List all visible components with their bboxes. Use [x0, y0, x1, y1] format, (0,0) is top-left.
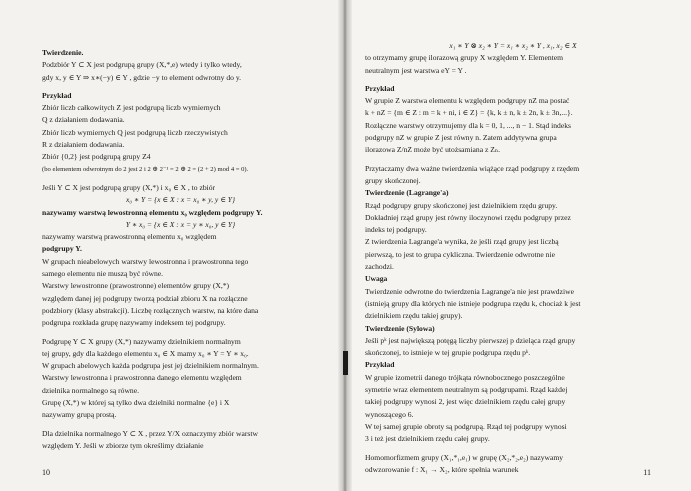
text-line: Jeśli Y ⊂ X jest podgrupą grupy (X,*) i x₀ ∈ X , to zbiór: [42, 182, 216, 192]
text-line: gdy x, y ∈ Y ⇒ x∗(−y) ∈ Y , gdzie −y to element odwrotny do y.: [42, 72, 242, 82]
page-tab-marker: [343, 351, 348, 375]
text-line: Twierdzenie (Lagrange'a): [365, 188, 449, 198]
book-gutter: [338, 0, 352, 491]
text-line: Zbiór {0,2} jest podgrupą grupy Z4: [42, 152, 151, 162]
text-line: Homomorfizmem grupy (X₁,*₁,e₁) w grupę (X₂,*₂,e₂) nazywamy: [365, 452, 564, 462]
text-line: nazywamy grupą prostą.: [42, 410, 117, 420]
text-line: symetrie wraz elementem neutralnym są podgrupami. Rząd każdej: [365, 385, 568, 395]
text-line: Twierdzenie (Sylowa): [365, 323, 435, 333]
text-line: nazywamy warstwą prawostronną elementu x₀ względem: [42, 232, 217, 242]
text-line: Warstwy lewostronne (prawostronne) elementów grupy (X,*): [42, 281, 230, 291]
text-line: indeks tej podgrupy.: [365, 225, 427, 235]
text-line: x₀ ∗ Y = {x ∈ X : x = x₀ ∗ y, y ∈ Y}: [126, 195, 235, 205]
text-line: to otrzymamy grupę ilorazową grupy X względem Y. Elementem: [365, 53, 564, 63]
text-line: Y ∗ x₀ = {x ∈ X : x = y ∗ x₀, y ∈ Y}: [125, 219, 236, 229]
text-line: zachodzi.: [365, 262, 394, 272]
text-line: Twierdzenie.: [42, 48, 84, 57]
text-line: grupy skończonej.: [365, 175, 421, 185]
text-line: Przytaczamy dwa ważne twierdzenia wiążące rząd podgrupy z rzędem: [365, 163, 580, 173]
text-line: Grupę (X,*) w której są tylko dwa dzielniki normalne {e} i X: [42, 398, 230, 408]
right-page: [345, 0, 691, 491]
left-page-number: 10: [42, 468, 50, 477]
text-line: Z twierdzenia Lagrange'a wynika, że jeśli rząd grupy jest liczbą: [365, 237, 559, 247]
text-line: W grupach nieabelowych warstwy lewostronna i prawostronna tego: [42, 256, 249, 266]
text-line: samego elementu nie muszą być równe.: [42, 269, 164, 279]
text-line: Przykład: [365, 83, 395, 93]
text-line: Uwaga: [365, 274, 388, 284]
text-line: neutralnym jest warstwa eY = Y .: [365, 65, 467, 75]
text-line: podgrupa rozkłada grupę nazywamy indeksem tej podgrupy.: [42, 318, 226, 328]
text-line: k + nZ = {m ∈ Z : m = k + ni, i ∈ Z} = {k, k ± n, k ± 2n, k ± 3n,...}.: [365, 108, 573, 118]
text-line: nazywamy warstwą lewostronną elementu x₀ względem podgrupy Y.: [42, 207, 263, 217]
text-line: tej grupy, gdy dla każdego elementu x₀ ∈ X mamy x₀ ∗ Y = Y ∗ x₀.: [42, 348, 249, 358]
text-line: ilorazowa Z/nZ może być utożsamiana z Zₙ.: [365, 145, 501, 155]
text-line: R z działaniem dodawania.: [42, 140, 125, 150]
text-line: Twierdzenie odwrotne do twierdzenia Lagrange'a nie jest prawdziwe: [365, 286, 574, 296]
text-line: Przykład: [42, 90, 72, 100]
text-line: takiej podgrupy wynosi 2, jest więc dzielnikiem rzędu całej grupy: [365, 397, 566, 407]
text-line: Podzbiór Y ⊂ X jest podgrupą grupy (X,*,e) wtedy i tylko wtedy,: [42, 60, 242, 70]
text-line: pierwszą, to jest to grupa cykliczna. Twierdzenie odwrotne nie: [365, 249, 555, 259]
text-line: x₁ ∗ Y ⊗ x₂ ∗ Y = x₁ ∗ x₂ ∗ Y , x₁, x₂ ∈ X: [449, 41, 577, 50]
left-page: [0, 0, 345, 491]
text-line: (istnieją grupy dla których nie istnieje podgrupa rzędu k, chociaż k jest: [365, 298, 581, 308]
text-line: Przykład: [365, 360, 395, 370]
text-line: Podgrupę Y ⊂ X grupy (X,*) nazywamy dzielnikiem normalnym: [42, 336, 241, 346]
text-line: podzbiory (klasy abstrakcji). Liczbę rozłącznych warstw, na które dana: [42, 305, 259, 315]
text-line: Zbiór liczb całkowitych Z jest podgrupą liczb wymiernych: [42, 103, 221, 113]
text-line: W tej samej grupie obroty są podgrupą. Rząd tej podgrupy wynosi: [365, 421, 567, 431]
text-line: dzielnika normalnego są równe.: [42, 385, 139, 395]
text-line: Rząd podgrupy grupy skończonej jest dzielnikiem rzędu grupy.: [365, 200, 558, 210]
text-line: Zbiór liczb wymiernych Q jest podgrupą liczb rzeczywistych: [42, 127, 228, 137]
text-line: względem danej jej podgrupy tworzą podział zbioru X na rozłączne: [42, 293, 248, 303]
text-line: wynoszącego 6.: [365, 409, 414, 419]
text-line: W grupie Z warstwa elementu k względem podgrupy nZ ma postać: [365, 96, 570, 106]
text-line: Q z działaniem dodawania.: [42, 115, 125, 125]
text-line: 3 i też jest dzielnikiem rzędu całej grupy.: [365, 434, 490, 444]
text-line: podgrupy Y.: [42, 244, 82, 254]
text-line: skończonej, to istnieje w tej grupie podgrupa rzędu pᵏ.: [365, 348, 531, 358]
text-line: Dokładniej rząd grupy jest równy iloczynowi rzędu podgrupy przez: [365, 212, 571, 222]
text-line: podgrupy nZ w grupie Z jest równy n. Zatem addytywna grupa: [365, 133, 557, 143]
text-line: dzielnikiem rzędu takiej grupy).: [365, 311, 463, 321]
text-line: Warstwy lewostronna i prawostronna danego elementu względem: [42, 373, 242, 383]
right-page-number: 11: [643, 468, 651, 477]
text-line: odwzorowanie f : X₁ → X₂, które spełnia warunek: [365, 464, 519, 474]
text-line: względem Y. Jeśli w zbiorze tym określimy działanie: [42, 440, 204, 450]
text-line: Rozłączne warstwy otrzymujemy dla k = 0, 1, ..., n − 1. Stąd indeks: [365, 120, 571, 130]
text-line: W grupie izometrii danego trójkąta równobocznego poszczególne: [365, 372, 565, 382]
text-line: (bo elementem odwrotnym do 2 jest 2 i 2 ⊕ 2⁻¹ = 2 ⊕ 2 = (2 + 2) mod 4 = 0).: [42, 165, 249, 173]
text-line: W grupach abelowych każda podgrupa jest jej dzielnikiem normalnym.: [42, 361, 259, 371]
text-line: Dla dzielnika normalnego Y ⊂ X , przez Y/X oznaczymy zbiór warstw: [42, 428, 258, 438]
text-line: Jeśli pᵏ jest największą potęgą liczby pierwszej p dzieląca rząd grupy: [365, 335, 576, 345]
